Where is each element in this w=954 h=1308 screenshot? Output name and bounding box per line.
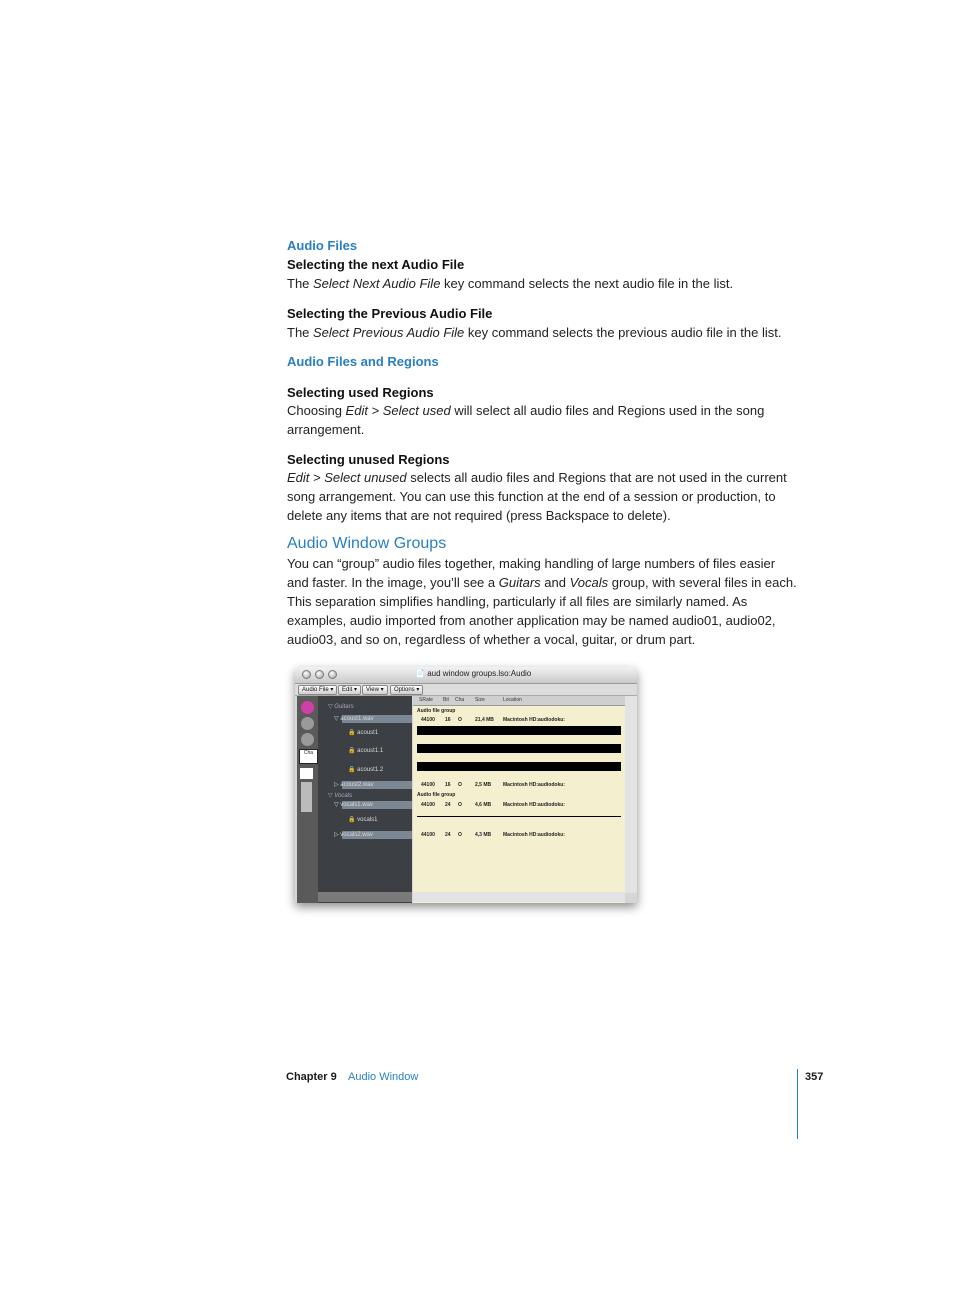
used-regions-title: Selecting used Regions xyxy=(287,385,434,400)
file-row: ▽ vocals1.wav xyxy=(334,802,373,808)
chapter-title: Audio Window xyxy=(348,1071,419,1083)
used-regions-body: Choosing Edit > Select used will select all audio files and Regions used in the song arrangement. xyxy=(287,403,765,437)
window-titlebar xyxy=(295,667,637,684)
headphones-icon xyxy=(301,701,314,714)
zoom-slider xyxy=(318,892,412,902)
hand-tools-icon xyxy=(301,782,312,812)
prev-audio-file-body: The Select Previous Audio File key command selects the previous audio file in the list. xyxy=(287,325,782,340)
waveform-region xyxy=(417,726,621,735)
minimize-icon xyxy=(315,670,324,679)
unused-regions-body: Edit > Select unused selects all audio files and Regions that are not used in the current song arrangement. You can use this function at the end of a session or production, to delete any items that are not required (press Backspace to delete). xyxy=(287,470,787,523)
tool-column xyxy=(297,696,318,903)
close-icon xyxy=(302,670,311,679)
window-menubar xyxy=(295,684,637,696)
group-row: ▽ Vocals xyxy=(328,793,353,799)
file-list-pane xyxy=(318,696,412,903)
audio-window-groups-heading: Audio Window Groups xyxy=(287,535,447,552)
unused-regions-title: Selecting unused Regions xyxy=(287,452,450,467)
audio-files-regions-heading: Audio Files and Regions xyxy=(287,354,439,369)
column-header: SRate Bit Cha Size Location xyxy=(413,696,625,706)
file-details-pane: SRate Bit Cha Size Location Audio file group 44100 16 O 21,4 MB Macintosh HD:audiodoku: 44100 16 O 2,5 MB Macintosh HD:audiodoku: Audio file group 44100 24 O 4,6 MB Macintosh HD:audiodoku: 44100 24 O 4,3 MB Macintosh HD:audiodoku: xyxy=(413,696,625,903)
next-audio-file-body: The Select Next Audio File key command selects the next audio file in the list. xyxy=(287,276,734,291)
chapter-label: Chapter 9 xyxy=(286,1071,337,1083)
region-row: 🔒 vocals1 xyxy=(348,817,378,823)
audio-window-screenshot xyxy=(295,667,637,903)
region-row: 🔒 acoust1.2 xyxy=(348,767,384,773)
file-row: ▽ acoust1.wav xyxy=(334,716,374,722)
file-row: ▷ acoust2.wav xyxy=(334,782,374,788)
next-audio-file-title: Selecting the next Audio File xyxy=(287,257,465,272)
group-row: ▽ Guitars xyxy=(328,704,354,710)
speaker-icon xyxy=(301,733,314,746)
region-row: 🔒 acoust1 xyxy=(348,730,379,736)
menu-view: View ▾ xyxy=(362,685,388,695)
audio-window-groups-body: You can “group” audio files together, making handling of large numbers of files easier and faster. In the image, you’ll see a Guitars and Vocals group, with several files in each. This separation simplifies handling, particularly if all files are similarly named. As examples, audio imported from another application may be named audio01, audio02, audio03, and so on, regardless of whether a vocal, guitar, or drum part. xyxy=(287,556,797,647)
vertical-scrollbar xyxy=(625,696,637,893)
region-row: 🔒 acoust1.1 xyxy=(348,748,384,754)
pointer-tool-icon xyxy=(300,768,313,779)
prev-audio-file-title: Selecting the Previous Audio File xyxy=(287,306,493,321)
cycle-icon xyxy=(301,717,314,730)
menu-edit: Edit ▾ xyxy=(338,685,361,695)
horizontal-scrollbar xyxy=(413,892,625,902)
page-number: 357 xyxy=(805,1071,824,1083)
waveform-region xyxy=(417,816,621,817)
menu-audio-file: Audio File ▾ xyxy=(298,685,337,695)
audio-files-heading: Audio Files xyxy=(287,238,358,253)
waveform-region xyxy=(417,744,621,753)
channel-tool: Cha xyxy=(299,749,318,764)
zoom-icon xyxy=(328,670,337,679)
window-title: 📄 aud window groups.lso:Audio xyxy=(415,669,532,678)
file-row: ▷ vocals2.wav xyxy=(334,832,373,838)
menu-options: Options ▾ xyxy=(390,685,423,695)
footer-rule xyxy=(797,1069,798,1139)
waveform-region xyxy=(417,762,621,771)
